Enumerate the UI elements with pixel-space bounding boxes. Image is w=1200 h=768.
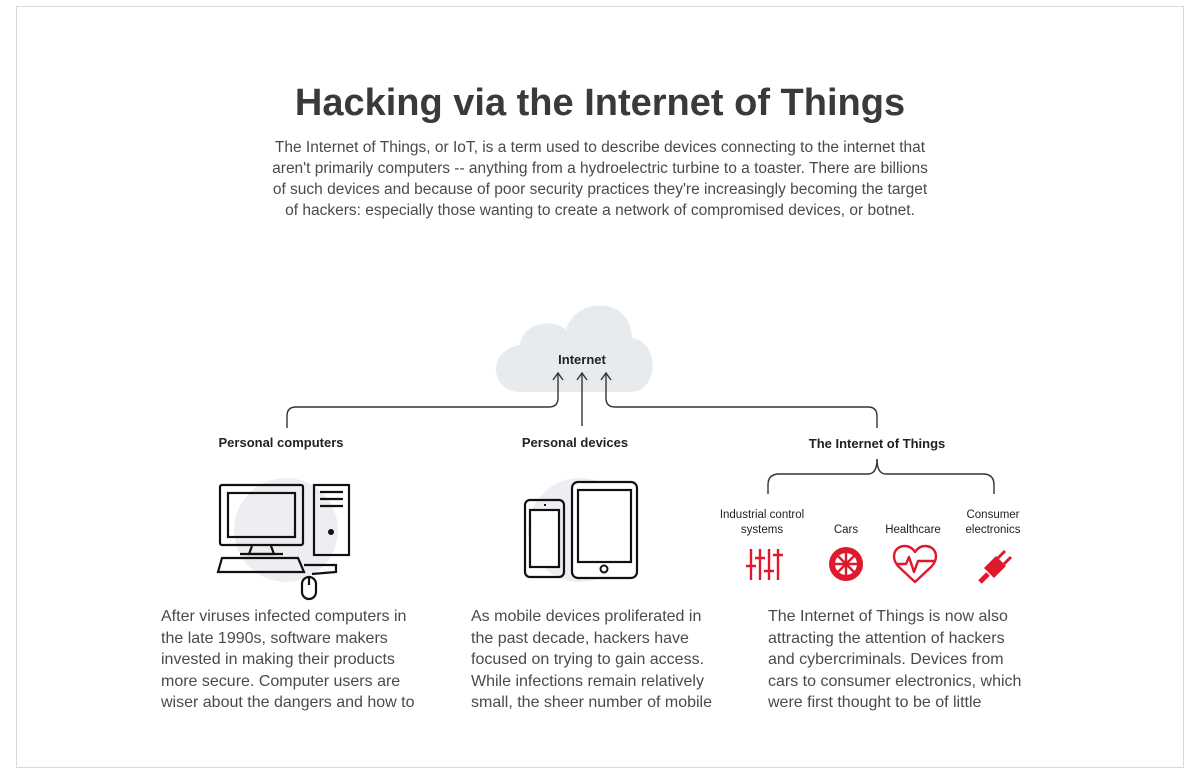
plug-icon	[980, 551, 1011, 582]
personal-devices-label: Personal devices	[521, 435, 629, 450]
internet-label: Internet	[558, 352, 606, 367]
wheel-icon	[829, 547, 863, 581]
desktop-computer-icon	[218, 478, 349, 599]
iot-text: The Internet of Things is now also attracting the attention of hackers and cybercriminals. Devices from cars to consumer electronics, which were first thought to be of little	[768, 608, 1022, 711]
phone-tablet-icon	[525, 478, 637, 582]
cloud-icon	[496, 305, 653, 392]
consumer-label-1: Consumer	[966, 509, 1020, 521]
industrial-label-2: systems	[740, 524, 784, 536]
consumer-label-2: electronics	[965, 524, 1021, 536]
industrial-label-1: Industrial control	[719, 509, 805, 521]
connector-lines	[287, 373, 994, 494]
heartbeat-icon	[894, 546, 936, 582]
iot-label: The Internet of Things	[808, 436, 946, 451]
personal-devices-text: As mobile devices proliferated in the past decade, hackers have focused on trying to gain access. While infections remain relatively small, the sheer number of mobile	[471, 608, 712, 711]
healthcare-label: Healthcare	[885, 524, 941, 536]
personal-computers-label: Personal computers	[218, 435, 344, 450]
intro-paragraph: The Internet of Things, or IoT, is a term used to describe devices connecting to the internet that aren't primarily computers -- anything from a hydroelectric turbine to a toaster. There are billions of such devices and because of poor security practices they're increasingly becoming the target of hackers: especially those wanting to create a network of compromised devices, or botnet.	[272, 139, 928, 219]
page-title: Hacking via the Internet of Things	[294, 82, 906, 124]
personal-computers-text: After viruses infected computers in the late 1990s, software makers invested in making their products more secure. Computer users are wiser about the dangers and how to	[161, 608, 415, 711]
cars-label: Cars	[833, 524, 859, 536]
sliders-icon	[746, 549, 783, 580]
